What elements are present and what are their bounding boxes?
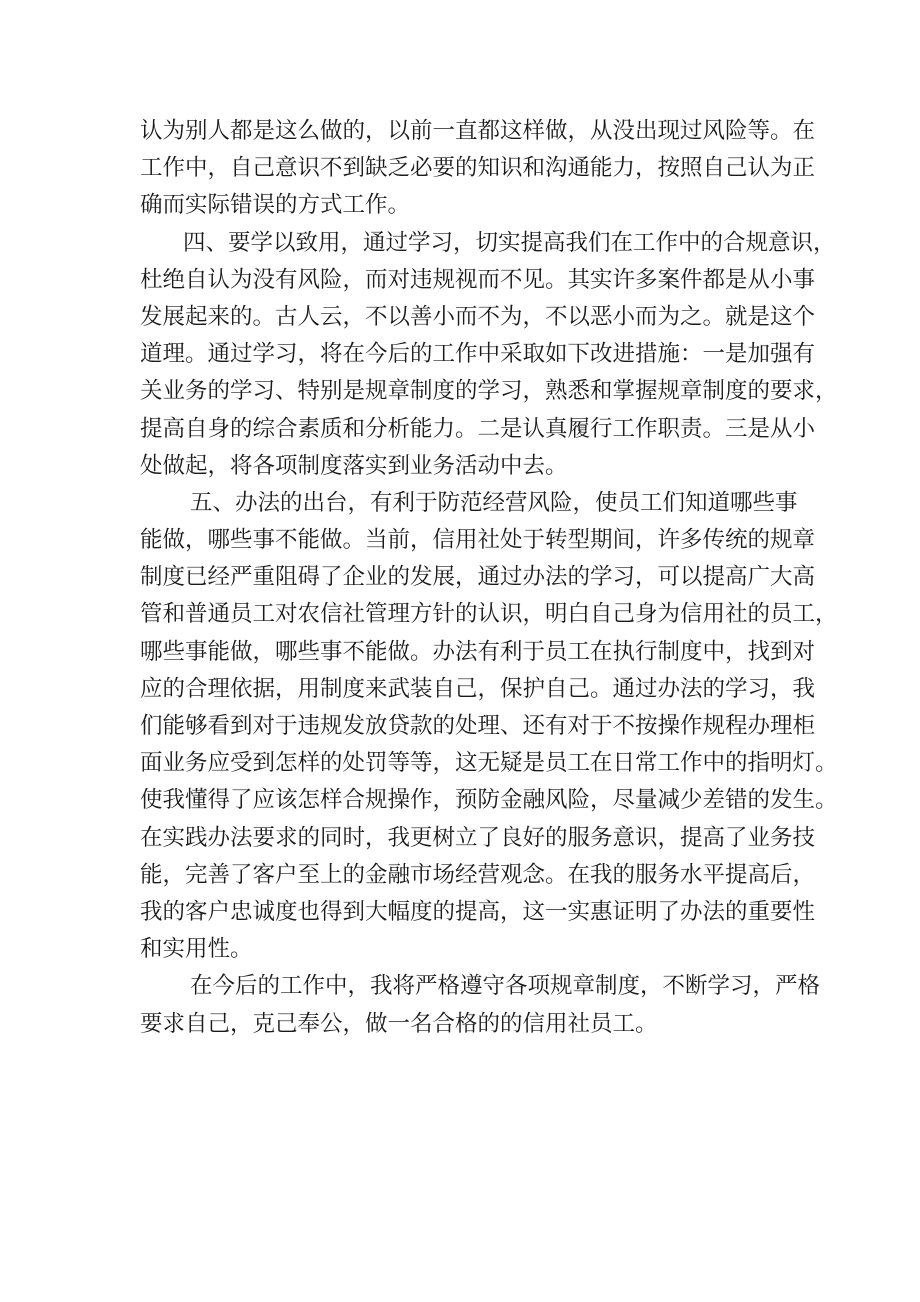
text-line: 杜绝自认为没有风险，而对违规视而不见。其实许多案件都是从小事	[140, 266, 816, 293]
text-line: 制度已经严重阻碍了企业的发展，通过办法的学习，可以提高广大高	[140, 564, 816, 591]
text-line: 哪些事能做，哪些事不能做。办法有利于员工在执行制度中，找到对	[140, 638, 816, 665]
text-line: 面业务应受到怎样的处罚等等，这无疑是员工在日常工作中的指明灯。	[140, 750, 838, 777]
text-line: 们能够看到对于违规发放贷款的处理、还有对于不按操作规程办理柜	[140, 713, 816, 739]
text-line: 工作中，自己意识不到缺乏必要的知识和沟通能力，按照自己认为正	[140, 155, 816, 182]
text-line: 能做，哪些事不能做。当前，信用社处于转型期间，许多传统的规章	[140, 527, 816, 554]
text-line: 关业务的学习、特别是规章制度的学习，熟悉和掌握规章制度的要求，	[140, 378, 838, 405]
text-line: 使我懂得了应该怎样合规操作，预防金融风险，尽量减少差错的发生。	[140, 787, 838, 814]
paragraph-conclusion	[140, 968, 821, 1042]
text-line: 处做起，将各项制度落实到业务活动中去。	[140, 452, 568, 479]
text-line: 在今后的工作中，我将严格遵守各项规章制度，不断学习，严格	[190, 973, 821, 1000]
text-line: 四、要学以致用，通过学习，切实提高我们在工作中的合规意识，	[183, 229, 836, 256]
text-line: 确而实际错误的方式工作。	[140, 192, 411, 219]
text-line: 在实践办法要求的同时，我更树立了良好的服务意识，提高了业务技	[140, 824, 816, 851]
text-line: 发展起来的。古人云，不以善小而不为，不以恶小而为之。就是这个	[140, 303, 816, 330]
paragraph-continuation	[140, 113, 816, 225]
text-line: 道理。通过学习，将在今后的工作中采取如下改进措施：一是加强有	[140, 341, 816, 368]
text-line: 我的客户忠诚度也得到大幅度的提高，这一实惠证明了办法的重要性	[140, 898, 816, 925]
text-line: 认为别人都是这么做的，以前一直都这样做，从没出现过风险等。在	[140, 118, 816, 144]
paragraph-section-four	[140, 225, 838, 485]
text-line: 管和普通员工对农信社管理方针的认识，明白自己身为信用社的员工，	[140, 601, 838, 628]
document-body	[140, 113, 838, 1043]
paragraph-section-five	[140, 485, 838, 968]
text-line: 五、办法的出台，有利于防范经营风险，使员工们知道哪些事	[190, 489, 798, 516]
text-line: 提高自身的综合素质和分析能力。二是认真履行工作职责。三是从小	[140, 415, 816, 442]
text-line: 要求自己，克己奉公，做一名合格的的信用社员工。	[140, 1010, 658, 1037]
text-line: 应的合理依据，用制度来武装自己，保护自己。通过办法的学习，我	[140, 675, 816, 702]
text-line: 和实用性。	[140, 936, 253, 963]
text-line: 能，完善了客户至上的金融市场经营观念。在我的服务水平提高后，	[140, 861, 816, 888]
